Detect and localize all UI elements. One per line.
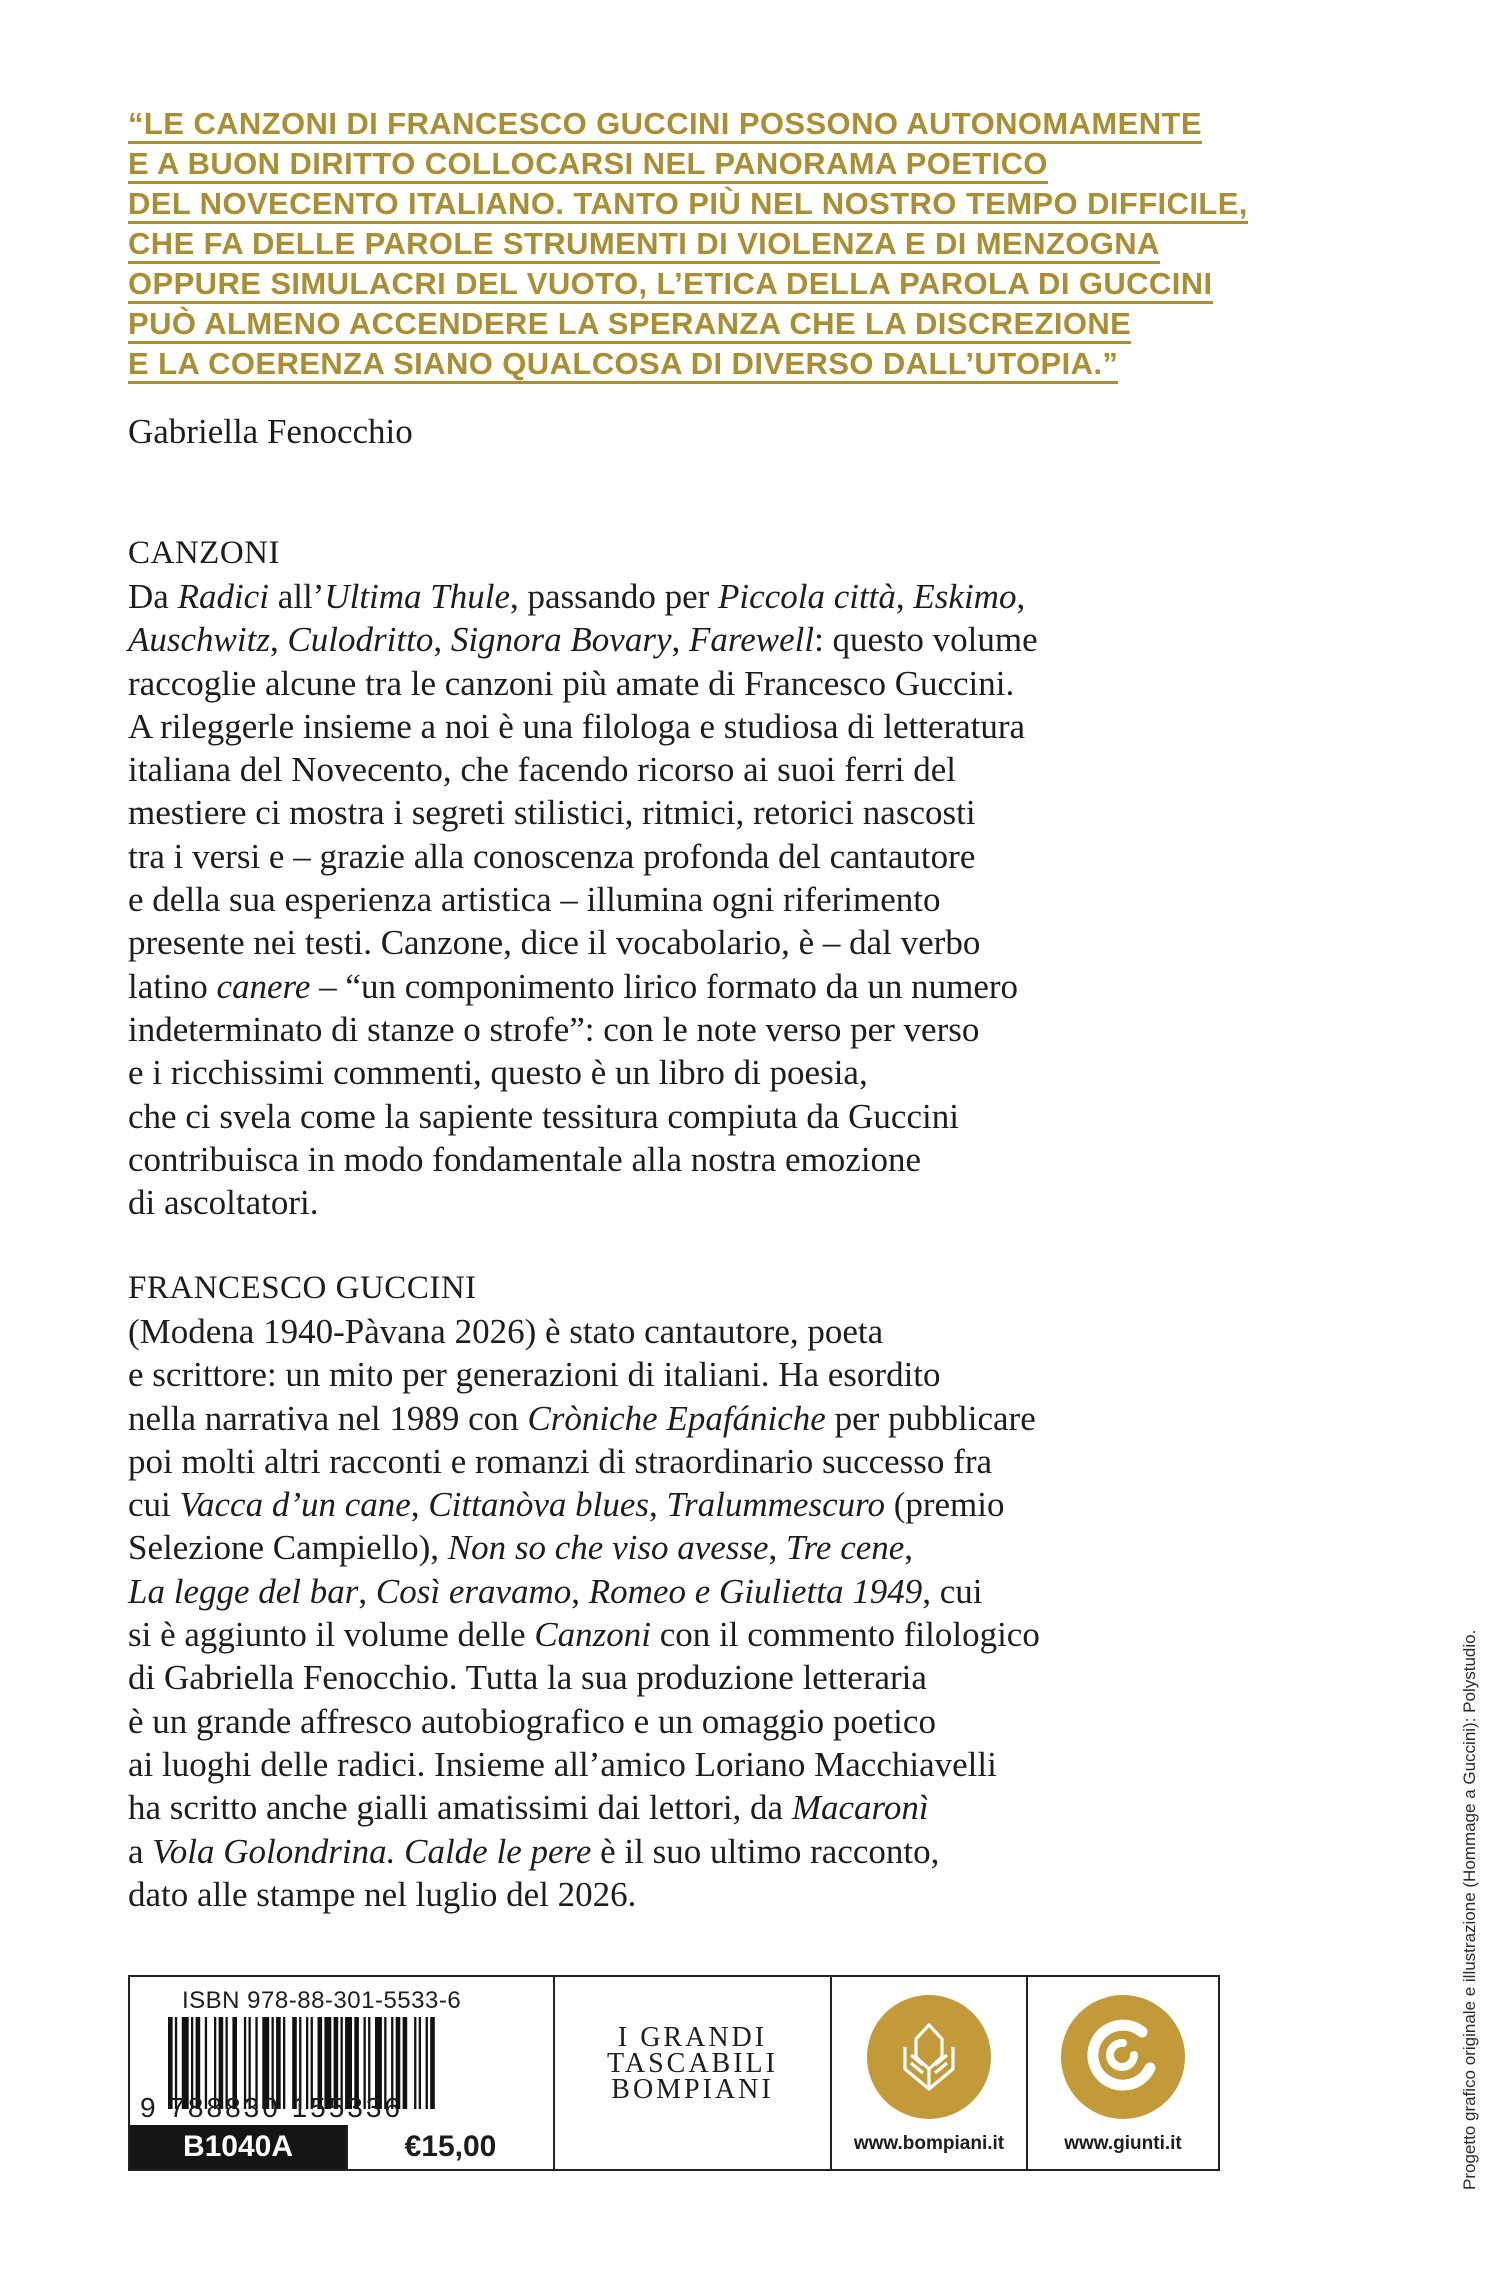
text-run: di ascoltatori. (128, 1183, 319, 1223)
quote-line-text: OPPURE SIMULACRI DEL VUOTO, L’ETICA DELLA PAROLA DI GUCCINI (128, 267, 1213, 304)
price: €15,00 (346, 2125, 553, 2169)
text-run: poi molti altri racconti e romanzi di straordinario successo fra (128, 1441, 993, 1481)
italic-title: canere (216, 966, 311, 1006)
italic-title: La legge del bar (128, 1571, 359, 1611)
bottom-info-strip (128, 1975, 1220, 2171)
text-line (128, 662, 1268, 705)
text-run: , (671, 620, 689, 660)
text-run: ai luoghi delle radici. Insieme all’amico Loriano Macchiavelli (128, 1744, 997, 1784)
quote-line-text: PUÒ ALMENO ACCENDERE LA SPERANZA CHE LA DISCREZIONE (128, 307, 1131, 344)
text-line (128, 791, 1268, 834)
text-run: tra i versi e – grazie alla conoscenza profonda del cantautore (128, 836, 976, 876)
author-biography (128, 1310, 1268, 1916)
text-run: italiana del Novecento, che facendo ricorso ai suoi ferri del (128, 750, 956, 790)
quote-line (128, 144, 1268, 184)
italic-title: Macaronì (791, 1788, 929, 1828)
text-line (128, 575, 1268, 618)
text-run: , (571, 1571, 589, 1611)
series-line-1: I GRANDI (617, 2022, 768, 2053)
text-run: cui (128, 1485, 180, 1525)
italic-title: Cittanòva blues (428, 1485, 649, 1525)
text-line (128, 1830, 1268, 1873)
text-run: indeterminato di stanze o strofe”: con le note verso per verso (128, 1009, 980, 1049)
quote-line (128, 264, 1268, 304)
text-run: e scrittore: un mito per generazioni di italiani. Ha esordito (128, 1355, 941, 1395)
text-run: A rileggerle insieme a noi è una filologa e studiosa di letteratura (128, 706, 1026, 746)
text-run: nella narrativa nel 1989 con (128, 1398, 528, 1438)
canzoni-description (128, 575, 1268, 1224)
text-run: che ci svela come la sapiente tessitura compiuta da Guccini (128, 1096, 959, 1136)
giunti-cell (1028, 1977, 1218, 2169)
giunti-site[interactable]: www.giunti.it (1064, 2133, 1182, 2154)
product-code: B1040A (130, 2125, 346, 2169)
cover-quote (128, 104, 1268, 384)
text-line (128, 1095, 1268, 1138)
text-run: è un grande affresco autobiografico e un omaggio poetico (128, 1701, 936, 1741)
text-line (128, 705, 1268, 748)
quote-line (128, 104, 1268, 144)
text-run: dato alle stampe nel luglio del 2026. (128, 1874, 637, 1914)
text-line (128, 1613, 1268, 1656)
text-line (128, 1743, 1268, 1786)
text-run: – “un componimento lirico formato da un numero (310, 966, 1019, 1006)
quote-line-text: DEL NOVECENTO ITALIANO. TANTO PIÙ NEL NOSTRO TEMPO DIFFICILE, (128, 187, 1248, 224)
text-line (128, 1656, 1268, 1699)
text-line (128, 1483, 1268, 1526)
author-section (128, 1267, 1268, 1916)
series-line-2: TASCABILI (607, 2048, 778, 2079)
italic-title: Tre cene (786, 1528, 905, 1568)
text-line (128, 878, 1268, 921)
italic-title: Eskimo (913, 577, 1017, 616)
design-credit (1456, 1520, 1486, 2190)
quote-line-text: “LE CANZONI DI FRANCESCO GUCCINI POSSONO AUTONOMAMENTE (128, 107, 1202, 144)
text-run: e i ricchissimi commenti, questo è un libro di poesia, (128, 1053, 868, 1093)
italic-title: Ultima Thule (324, 577, 511, 616)
series-cell (555, 1977, 832, 2169)
text-run: Selezione Campiello), (128, 1528, 448, 1568)
text-line (128, 1353, 1268, 1396)
quote-line-text: CHE FA DELLE PAROLE STRUMENTI DI VIOLENZA E DI MENZOGNA (128, 227, 1160, 264)
italic-title: Così eravamo (375, 1571, 572, 1611)
text-line (128, 618, 1268, 661)
text-line (128, 965, 1268, 1008)
text-run: (Modena 1940-Pàvana 2026) è stato cantautore, poeta (128, 1312, 884, 1351)
italic-title: Culodritto (287, 620, 434, 660)
text-run: si è aggiunto il volume delle (128, 1615, 535, 1655)
canzoni-title: CANZONI (128, 535, 280, 571)
italic-title: Signora Bovary (450, 620, 672, 660)
text-line (128, 1138, 1268, 1181)
italic-title: Tralummescuro (666, 1485, 885, 1525)
isbn-label: ISBN 978-88-301-5533-6 (182, 1987, 462, 2014)
italic-title: Farewell (689, 620, 815, 660)
text-run: per pubblicare (825, 1398, 1036, 1438)
series-name (555, 2022, 830, 2105)
text-run: , passando per (510, 577, 719, 616)
text-line (128, 1440, 1268, 1483)
text-line (128, 748, 1268, 791)
text-run: all’ (268, 577, 325, 616)
bompiani-site[interactable]: www.bompiani.it (853, 2133, 1005, 2154)
text-run: , (768, 1528, 787, 1568)
text-line (128, 1570, 1268, 1613)
text-line (128, 835, 1268, 878)
italic-title: Piccola città (718, 577, 896, 616)
barcode-cell (130, 1977, 555, 2169)
quote-line-text: E A BUON DIRITTO COLLOCARSI NEL PANORAMA POETICO (128, 147, 1048, 184)
bompiani-flower-icon (867, 1995, 991, 2119)
text-run: , (904, 1528, 914, 1568)
text-run: , (269, 620, 288, 660)
italic-title: Romeo e Giulietta 1949 (588, 1571, 923, 1611)
text-run: mestiere ci mostra i segreti stilistici, ritmici, retorici nascosti (128, 793, 976, 833)
italic-title: Vola Golondrina. Calde le pere (152, 1831, 592, 1871)
barcode-digits: 9 788830 155336 (140, 2092, 403, 2123)
text-run: Da (128, 577, 178, 616)
text-run: , cui (922, 1571, 983, 1611)
text-line (128, 1051, 1268, 1094)
text-line (128, 1700, 1268, 1743)
text-run: con il commento filologico (651, 1615, 1040, 1655)
text-run: (premio (884, 1485, 1005, 1525)
text-line (128, 921, 1268, 964)
text-run: contribuisca in modo fondamentale alla nostra emozione (128, 1139, 922, 1179)
quote-line-text: E LA COERENZA SIANO QUALCOSA DI DIVERSO DALL’UTOPIA.” (128, 347, 1118, 384)
author-title: FRANCESCO GUCCINI (128, 1270, 477, 1306)
text-run: : questo volume (814, 620, 1038, 660)
text-line (128, 1310, 1268, 1353)
bompiani-cell (832, 1977, 1028, 2169)
text-run: , (433, 620, 451, 660)
code-price-row (130, 2125, 553, 2169)
quote-author: Gabriella Fenocchio (128, 412, 413, 451)
italic-title: Auschwitz (128, 620, 270, 660)
text-run: latino (128, 966, 217, 1006)
text-run: , (358, 1571, 376, 1611)
text-run: di Gabriella Fenocchio. Tutta la sua produzione letteraria (128, 1658, 927, 1698)
text-run: a (128, 1831, 153, 1871)
design-credit-text: Progetto grafico originale e illustrazione (Hommage a Guccini): Polystudio. (1460, 1629, 1479, 2190)
text-line (128, 1526, 1268, 1569)
text-run: raccoglie alcune tra le canzoni più amate di Francesco Guccini. (128, 663, 1015, 703)
text-run: e della sua esperienza artistica – illumina ogni riferimento (128, 880, 941, 920)
italic-title: Vacca d’un cane (179, 1485, 411, 1525)
italic-title: Non so che viso avesse (447, 1528, 769, 1568)
text-run: ha scritto anche gialli amatissimi dai lettori, da (128, 1788, 792, 1828)
series-line-3: BOMPIANI (611, 2074, 774, 2105)
italic-title: Cròniche Epafániche (527, 1398, 826, 1438)
canzoni-section (128, 532, 1268, 1224)
text-line (128, 1786, 1268, 1829)
quote-line (128, 344, 1268, 384)
text-run: presente nei testi. Canzone, dice il vocabolario, è – dal verbo (128, 923, 981, 963)
quote-line (128, 184, 1268, 224)
italic-title: Radici (177, 577, 269, 616)
quote-line (128, 224, 1268, 264)
text-run: , (895, 577, 914, 616)
text-line (128, 1181, 1268, 1224)
text-line (128, 1397, 1268, 1440)
text-run: , (410, 1485, 429, 1525)
giunti-swirl-icon (1061, 1995, 1185, 2119)
text-run: , (1016, 577, 1026, 616)
italic-title: Canzoni (534, 1615, 652, 1655)
text-line (128, 1873, 1268, 1916)
text-run: , (649, 1485, 667, 1525)
text-run: è il suo ultimo racconto, (591, 1831, 940, 1871)
quote-line (128, 304, 1268, 344)
text-line (128, 1008, 1268, 1051)
